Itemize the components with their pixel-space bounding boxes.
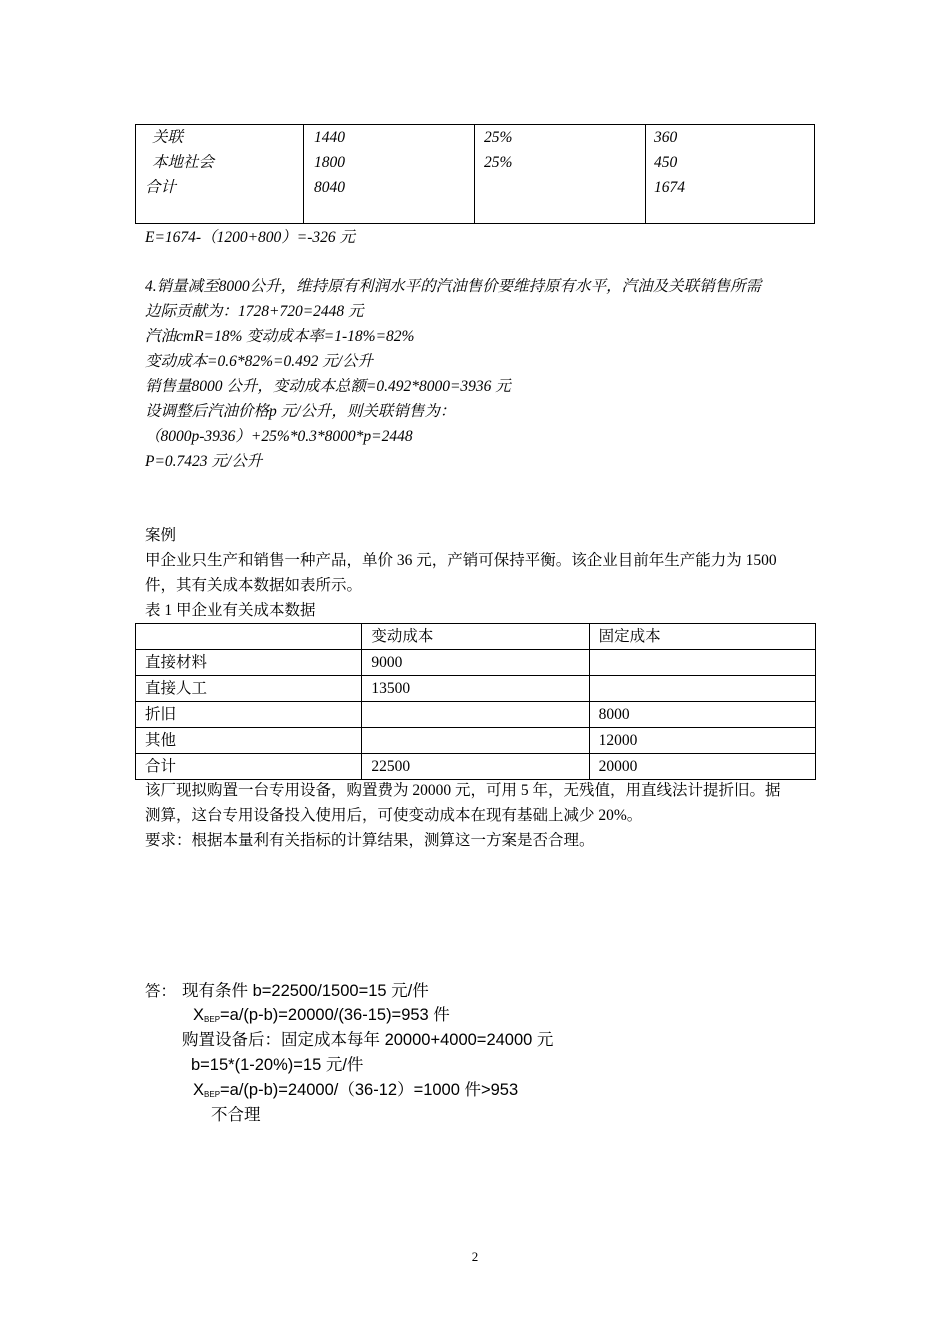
section4-line: P=0.7423 元/公升 <box>145 453 263 470</box>
formula-var: X <box>193 1081 205 1099</box>
answer-formula <box>193 1080 518 1105</box>
cell-item-label: 关联 <box>152 129 184 146</box>
table-header <box>136 624 362 650</box>
answer-conclusion: 不合理 <box>211 1106 261 1124</box>
case-paragraph: 该厂现拟购置一台专用设备，购置费为 20000 元，可用 5 年，无残值，用直线法计提折旧。据 <box>145 782 781 799</box>
table-divider <box>474 125 475 223</box>
table-header: 变动成本 <box>362 624 589 650</box>
cell-value: 1440 <box>314 129 345 146</box>
cell-rate: 25% <box>484 154 513 171</box>
answer-line: 购置设备后：固定成本每年 20000+4000=24000 元 <box>182 1031 554 1049</box>
formula-rest: =a/(p-b)=20000/(36-15)=953 件 <box>220 1006 450 1024</box>
section4-line: 边际贡献为：1728+720=2448 元 <box>145 303 364 320</box>
table-cell <box>589 650 815 676</box>
formula-var: X <box>193 1006 205 1024</box>
table-cell: 12000 <box>589 728 815 754</box>
page-number: 2 <box>471 1249 479 1264</box>
table-divider <box>303 125 304 223</box>
formula-subscript: BEP <box>204 1015 221 1024</box>
cell-amount: 360 <box>654 129 678 146</box>
answer-label: 答： <box>145 983 177 1000</box>
table-header: 固定成本 <box>589 624 815 650</box>
cell-amount: 450 <box>654 154 678 171</box>
section4-line: 设调整后汽油价格p 元/公升，则关联销售为： <box>145 403 456 420</box>
table-row <box>136 702 816 728</box>
cell-item-label: 本地社会 <box>152 154 215 171</box>
table-cell: 折旧 <box>136 702 362 728</box>
answer-line: b=15*(1-20%)=15 元/件 <box>191 1056 364 1074</box>
table-cell: 直接材料 <box>136 650 362 676</box>
case-paragraph: 测算，这台专用设备投入使用后，可使变动成本在现有基础上减少 20%。 <box>145 807 643 824</box>
table-row <box>136 676 816 702</box>
table-cell <box>589 676 815 702</box>
table-caption: 表 1 甲企业有关成本数据 <box>145 602 316 619</box>
table-cell: 9000 <box>362 650 589 676</box>
section4-line: 销售量8000 公升，变动成本总额=0.492*8000=3936 元 <box>145 378 511 395</box>
section4-line: 变动成本=0.6*82%=0.492 元/公升 <box>145 353 374 370</box>
table-cell: 20000 <box>589 754 815 780</box>
profit-formula: E=1674-（1200+800）=-326 元 <box>145 229 356 246</box>
table-cell: 合计 <box>136 754 362 780</box>
cell-rate: 25% <box>484 129 513 146</box>
answer-formula <box>193 1005 450 1030</box>
table-cell: 其他 <box>136 728 362 754</box>
table-cell: 13500 <box>362 676 589 702</box>
cell-value: 8040 <box>314 179 345 196</box>
formula-subscript: BEP <box>204 1090 221 1099</box>
table-row <box>136 650 816 676</box>
case-heading: 案例 <box>145 527 177 544</box>
cost-table <box>135 623 816 780</box>
formula-rest: =a/(p-b)=24000/（36-12）=1000 件>953 <box>220 1081 519 1099</box>
table-cell <box>362 702 589 728</box>
table-row <box>136 728 816 754</box>
table-cell <box>362 728 589 754</box>
requirement-text: 要求：根据本量利有关指标的计算结果，测算这一方案是否合理。 <box>145 832 595 849</box>
cell-amount: 1674 <box>654 179 685 196</box>
income-table <box>135 124 815 224</box>
cell-item-label: 合计 <box>145 179 177 196</box>
cell-value: 1800 <box>314 154 345 171</box>
section4-line: （8000p-3936）+25%*0.3*8000*p=2448 <box>145 428 413 445</box>
table-header-row <box>136 624 816 650</box>
table-cell: 8000 <box>589 702 815 728</box>
table-cell: 直接人工 <box>136 676 362 702</box>
case-paragraph: 件，其有关成本数据如表所示。 <box>145 577 363 594</box>
case-paragraph: 甲企业只生产和销售一种产品，单价 36 元，产销可保持平衡。该企业目前年生产能力为 1500 <box>145 552 777 569</box>
section4-line: 汽油cmR=18% 变动成本率=1-18%=82% <box>145 328 415 345</box>
section4-line: 4.销量减至8000公升，维持原有利润水平的汽油售价要维持原有水平，汽油及关联销售所需 <box>145 278 762 295</box>
answer-line: 现有条件 b=22500/1500=15 元/件 <box>182 982 429 1000</box>
table-divider <box>645 125 646 223</box>
table-row <box>136 754 816 780</box>
table-cell: 22500 <box>362 754 589 780</box>
